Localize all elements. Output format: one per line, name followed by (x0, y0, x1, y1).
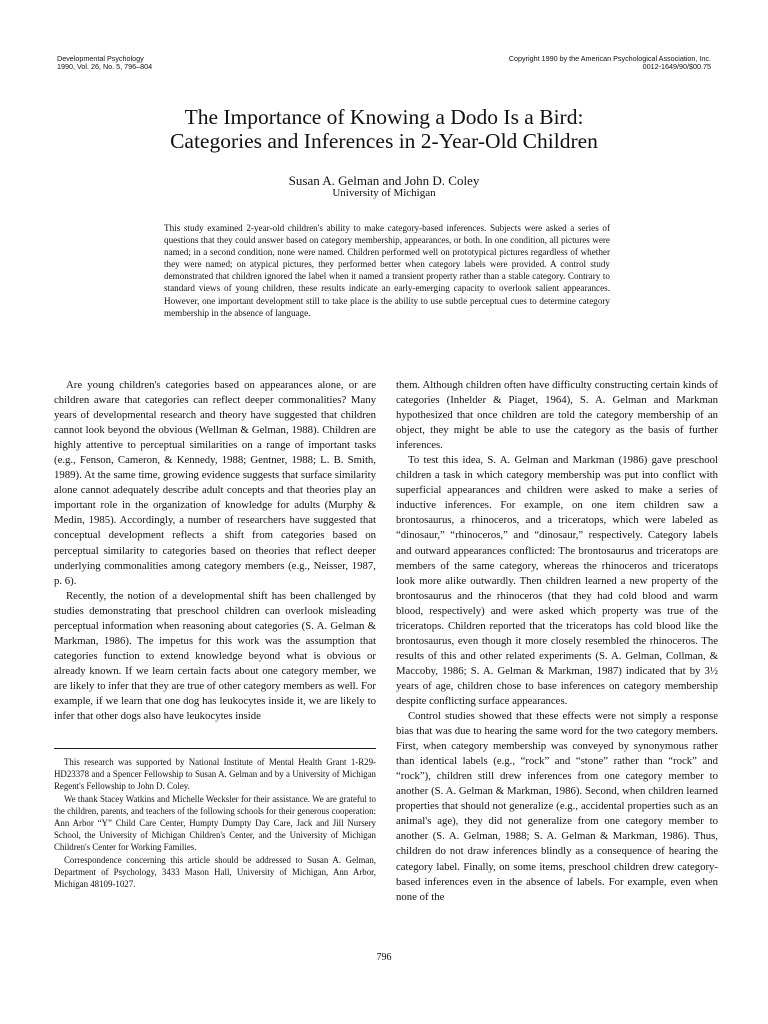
right-column (396, 378, 718, 905)
footnotes (54, 756, 376, 890)
issn-code: 0012-1649/90/$00.75 (642, 62, 711, 72)
body-paragraph: them. Although children often have difficulty constructing certain kinds of categories (Inhelder & Piaget, 1964), S. A. Gelman and Markman hypothesized that once children are told the category membership of an object, they might be able to use the category as the basis of further inferences. (396, 379, 718, 452)
body-paragraph: Recently, the notion of a developmental shift has been challenged by studies demonstrating that preschool children can overlook misleading perceptual information when reasoning about categories (S. A. Gelman & Markman, 1986). The impetus for this work was the assumption that categories function to extend knowledge beyond what is obvious or already known. If we learn certain facts about one category member, we are likely to infer that they are true of other category members as well. For example, if we learn that one dog has leukocytes inside it, we are likely to infer that other dogs also have leukocytes inside (54, 589, 376, 723)
copyright-notice: Copyright 1990 by the American Psychological Association, Inc. (508, 54, 711, 63)
journal-header (57, 55, 152, 72)
title-line-1: The Importance of Knowing a Dodo Is a Bird: (184, 105, 584, 129)
journal-volume: 1990, Vol. 26, No. 5, 796–804 (57, 62, 153, 72)
footnote-correspondence: Correspondence concerning this article should be addressed to Susan A. Gelman, Department of Psychology, 3433 Mason Hall, University of Michigan, Ann Arbor, Michigan 48109-1027. (54, 854, 376, 890)
journal-name: Developmental Psychology (57, 54, 144, 63)
footnote-divider (54, 748, 376, 749)
affiliation: University of Michigan (332, 187, 436, 199)
authors: Susan A. Gelman and John D. Coley (288, 173, 480, 188)
abstract: This study examined 2-year-old children's ability to make category-based inferences. Subjects were asked a series of questions that they could answer based on category membership, appearances, or both. In one condition, all pictures were named; in a second condition, none were named. Children performed well on prototypical pictures regardless of whether they were named; on atypical pictures, they performed better when category labels were provided. A control study demonstrated that children ignored the label when it named a transient property rather than a stable category. Contrary to standard views of young children, these results indicate an early-emerging capacity to overlook salient appearances. However, one important development still to take place is the ability to use subtle perceptual cues to determine category membership in the absence of language. (164, 223, 610, 318)
title-line-2: Categories and Inferences in 2-Year-Old Children (170, 129, 598, 153)
body-paragraph: To test this idea, S. A. Gelman and Markman (1986) gave preschool children a task in which category membership was put into conflict with superficial appearances and children were asked to make a series of inductive inferences. For example, on one item children saw a brontosaurus, a rhinoceros, and a triceratops, which were labeled as “dinosaur,” “rhinoceros,” and “dinosaur,” respectively. Category labels and outward appearances conflicted: The brontosaurus and triceratops are members of the same category, whereas the rhinoceros and triceratops look more alike outwardly. Then children learned a new property of the brontosaurus and the rhinoceros (that they had cold blood and warm blood, respectively) and were asked which property was true of the triceratops. Children reported that the triceratops has cold blood like the brontosaurus, even though it more closely resembled the rhinoceros. The results of this and other related experiments (S. A. Gelman, Collman, & Maccoby, 1986; S. A. Gelman & Markman, 1987) indicated that by 3½ years of age, children chose to base inferences on category membership despite conflicting surface appearances. (396, 454, 718, 707)
copyright-header (509, 55, 711, 72)
body-paragraph: Control studies showed that these effects were not simply a response bias that was due to hearing the same word for the two category members. First, when category membership was conveyed by synonymous rather than identical labels (e.g., “rock” and “stone” rather than “rock” and “rock”), children still drew inferences from one category member to another (S. A. Gelman & Markman, 1986). Second, when children learned properties that should not generalize (e.g., accidental properties such as an animal's age), they did not generalize from one category member to another (S. A. Gelman, 1988; S. A. Gelman & Markman, 1986). Thus, children do not draw inferences blindly as a consequence of hearing the category label. Finally, on some items, preschool children drew category-based inferences even in the absence of labels. For example, even when none of the (396, 710, 718, 903)
footnote-funding: This research was supported by National Institute of Mental Health Grant 1-R29-HD23378 and a Spencer Fellowship to Susan A. Gelman and by a University of Michigan Regent's Fellowship to John D. Coley. (54, 757, 376, 792)
article-title (0, 105, 768, 153)
body-paragraph: Are young children's categories based on appearances alone, or are children aware that categories can reflect deeper commonalities? Many years of developmental research and theory have suggested that children cannot look beyond the obvious (Wellman & Gelman, 1988). Children are highly attentive to perceptual similarities on a range of important tasks (e.g., Fenson, Cameron, & Kennedy, 1988; Gentner, 1988; L. B. Smith, 1989). At the same time, growing evidence suggests that surface similarity alone cannot adequately describe adult concepts and that theories play an important role in the organization of knowledge for adults (Murphy & Medin, 1985). Accordingly, a number of researchers have suggested that conceptual development reflects a shift from categories based on perceptual similarity to categories based on theories that reflect deeper underlying commonalities among category members (e.g., Neisser, 1987, p. 6). (54, 379, 376, 587)
footnote-acknowledgments: We thank Stacey Watkins and Michelle Wecksler for their assistance. We are grateful to the children, parents, and teachers of the following schools for their generous cooperation: Ann Arbor “Y” Child Care Center, Humpty Dumpty Day Care, Jack and Jill Nursery School, the University of Michigan Children's Center, and the University of Michigan Children's Center for Working Families. (54, 793, 376, 853)
left-column (54, 378, 376, 724)
page-number: 796 (376, 952, 392, 963)
